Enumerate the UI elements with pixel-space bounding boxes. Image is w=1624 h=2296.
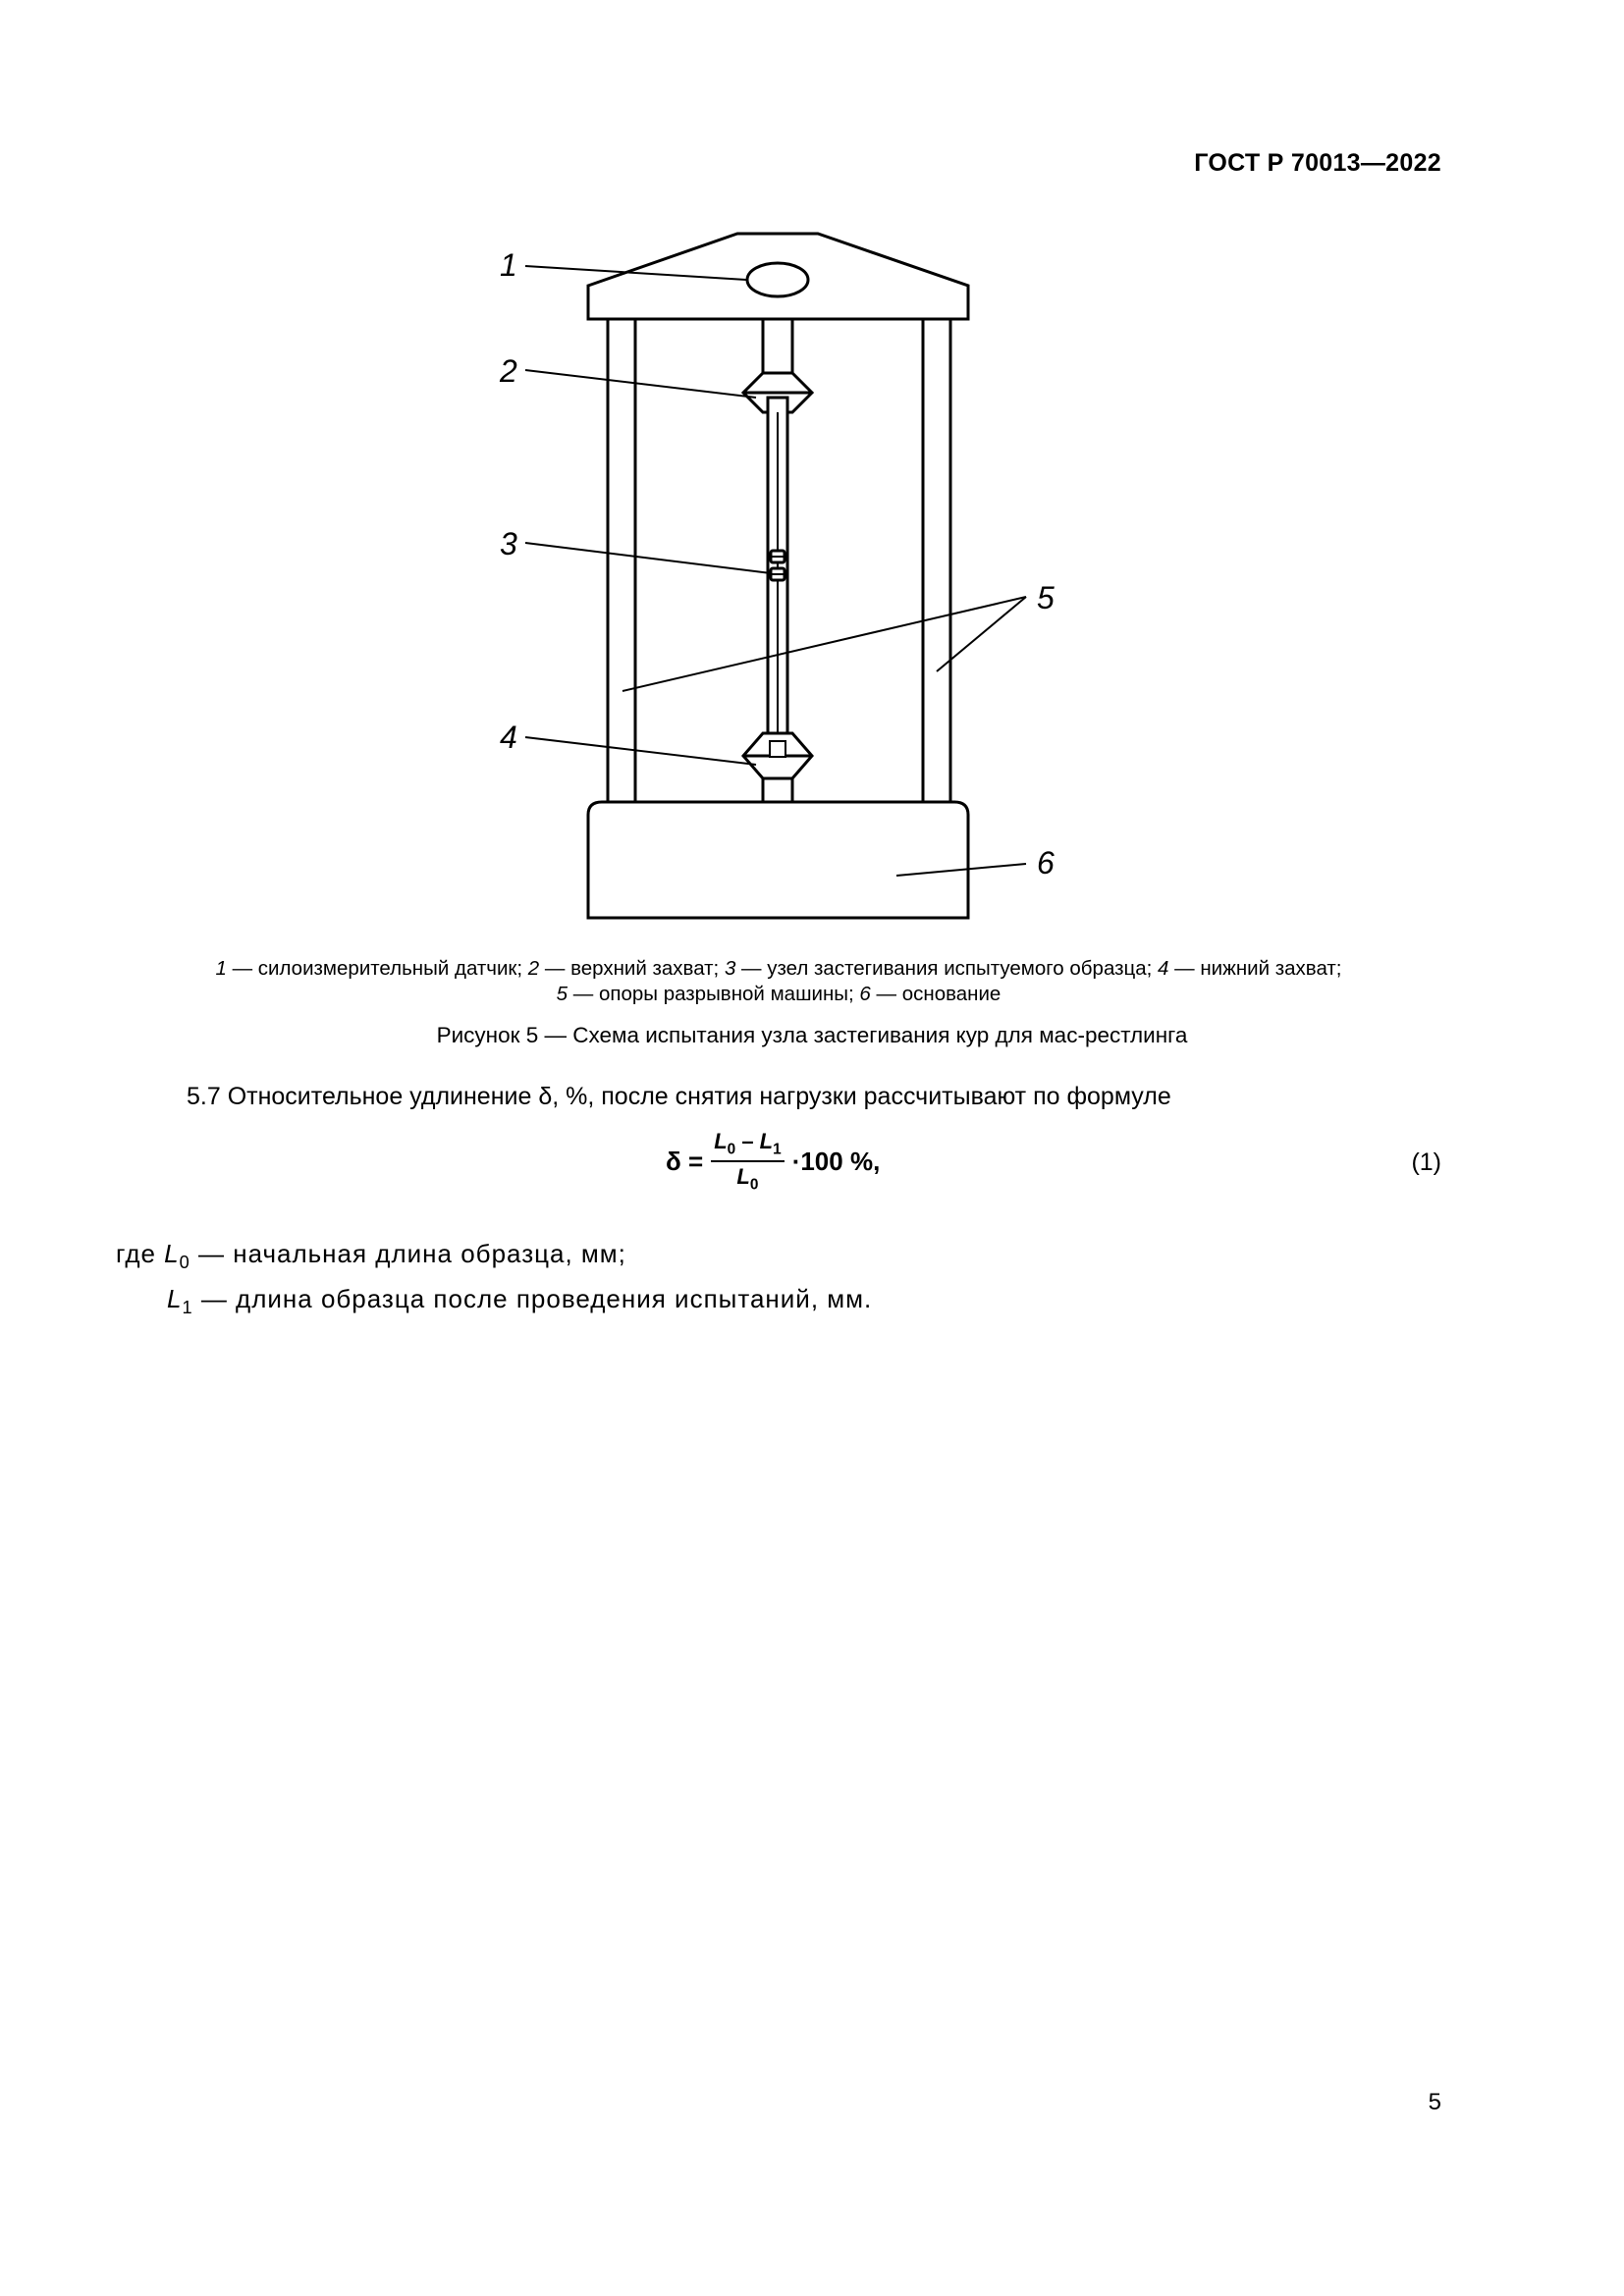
callout-4: 4 xyxy=(500,720,517,755)
formula-rhs: ·100 %, xyxy=(791,1146,881,1176)
legend-text: — опоры разрывной машины; xyxy=(568,983,860,1005)
support-left xyxy=(608,319,635,802)
callout-3: 3 xyxy=(500,526,517,561)
base xyxy=(588,802,968,918)
formula-lhs: δ = xyxy=(666,1146,704,1176)
where-line-2: $L_1$ — длина образца после проведения испытаний, мм. xyxy=(167,1284,873,1318)
lower-rod xyxy=(763,778,792,802)
callout-5: 5 xyxy=(1037,580,1055,615)
formula-block xyxy=(0,1127,1624,1205)
document-code: ГОСТ Р 70013—2022 xyxy=(1194,149,1441,177)
formula-fraction xyxy=(711,1129,785,1195)
upper-rod xyxy=(763,319,792,373)
legend-num: 4 xyxy=(1158,957,1169,980)
page-number: 5 xyxy=(1428,2089,1441,2115)
legend-text: — силоизмерительный датчик; xyxy=(226,957,528,980)
callout-6: 6 xyxy=(1037,845,1055,881)
legend-text: — узел застегивания испытуемого образца; xyxy=(735,957,1159,980)
callout-1: 1 xyxy=(500,247,517,283)
paragraph-5-7: 5.7 Относительное удлинение δ, %, после снятия нагрузки рассчитывают по формуле xyxy=(187,1083,1171,1110)
legend-num: 3 xyxy=(724,957,736,980)
formula-numerator: $L_0 - L_1$ xyxy=(711,1129,785,1162)
figure-legend xyxy=(116,956,1441,1007)
formula-denominator: $L_0$ xyxy=(736,1164,759,1194)
test-scheme-diagram xyxy=(0,0,1624,942)
formula-number: (1) xyxy=(1411,1148,1441,1176)
legend-text: — основание xyxy=(870,983,1001,1005)
legend-text: — нижний захват; xyxy=(1168,957,1342,980)
legend-num: 6 xyxy=(859,983,871,1005)
callout-2: 2 xyxy=(500,353,517,389)
formula xyxy=(666,1127,880,1196)
legend-num: 2 xyxy=(527,957,540,980)
figure-caption: Рисунок 5 — Схема испытания узла застегивания кур для мас-рестлинга xyxy=(436,1023,1188,1047)
support-right xyxy=(923,319,950,802)
where-line-1: где $L_0$ — начальная длина образца, мм; xyxy=(116,1239,626,1273)
legend-num: 5 xyxy=(556,983,568,1005)
legend-num: 1 xyxy=(215,957,227,980)
legend-text: — верхний захват; xyxy=(539,957,725,980)
top-housing xyxy=(588,234,968,319)
